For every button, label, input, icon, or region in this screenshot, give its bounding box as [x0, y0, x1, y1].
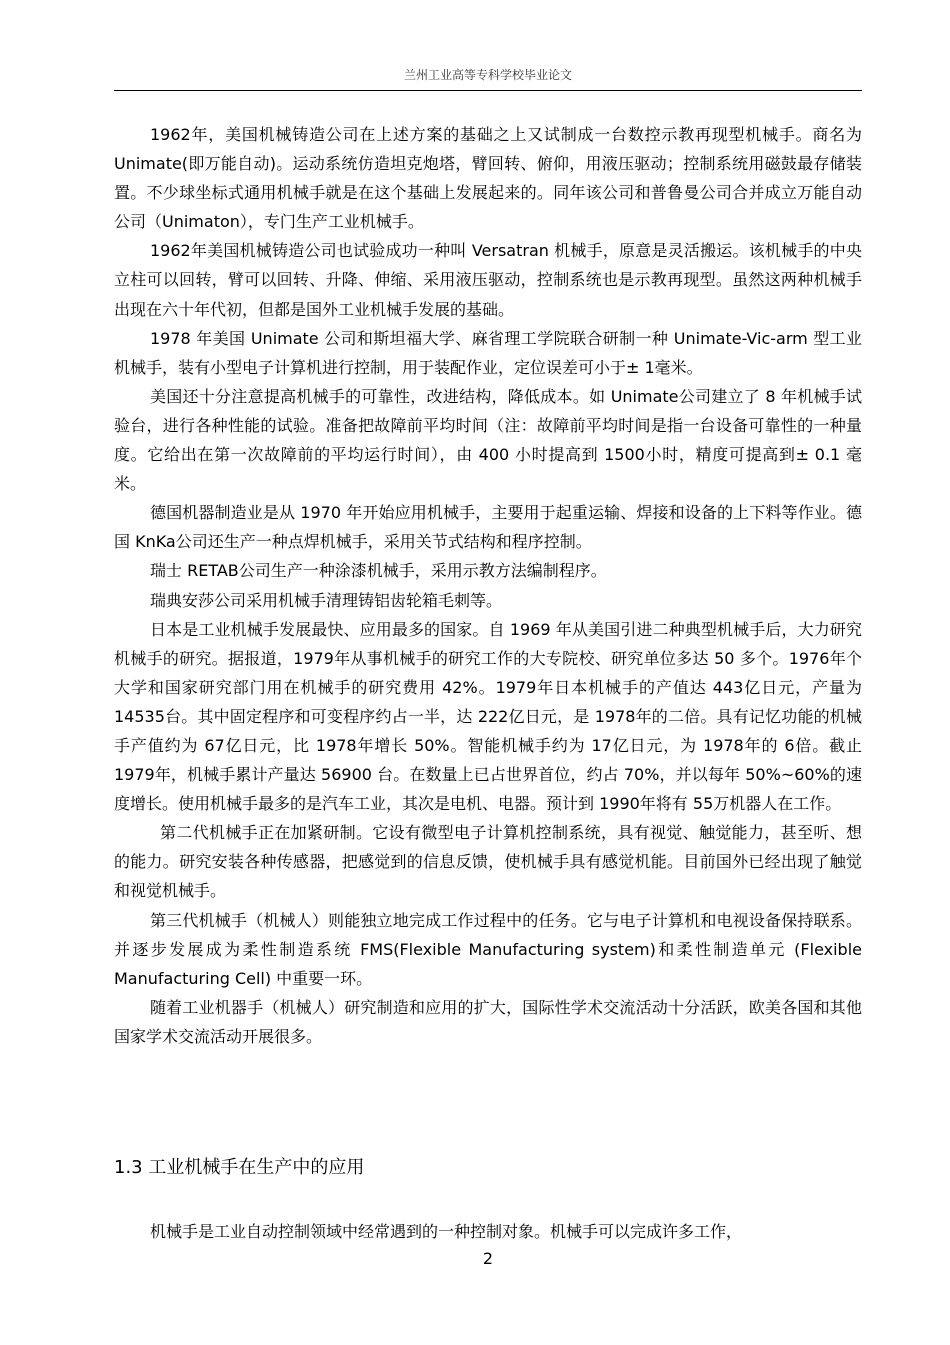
paragraph-sweden: 瑞典安莎公司采用机械手清理铸铝齿轮箱毛刺等。 [150, 590, 503, 610]
paragraph-switzerland: 瑞士 RETAB公司生产一种涂漆机械手，采用示教方法编制程序。 [150, 561, 607, 581]
section-heading: 1.3 工业机械手在生产中的应用 [114, 1157, 365, 1178]
section-first-paragraph: 机械手是工业自动控制领域中经常遇到的一种控制对象。机械手可以完成许多工作， [150, 1222, 743, 1241]
paragraph-unimate-1962: 1962年，美国机械铸造公司在上述方案的基础之上又试制成一台数控示教再现型机械手。商名为 Unimate(即万能自动)。运动系统仿造坦克炮塔，臂回转、俯仰，用液压驱动；控制系统用磁鼓最存储装置。不少球坐标式通用机械手就是在这个基础上发展起来的。同年该公司和普鲁曼公司合并成立万能自动公司（Unimaton），专门生产工业机械手。 [114, 125, 862, 232]
paragraph-reliability: 美国还十分注意提高机械手的可靠性，改进结构，降低成本。如 Unimate公司建立了 8 年机械手试验台，进行各种性能的试验。准备把故障前平均时间（注：故障前平均时间是指一台设备可靠性的一种量度。它给出在第一次故障前的平均运行时间），由 400 小时提高到 1500小时，精度可提高到± 0.1 毫米。 [114, 386, 862, 494]
running-header: 兰州工业高等专科学校毕业论文 [403, 68, 572, 82]
paragraph-unimate-vic-arm: 1978 年美国 Unimate 公司和斯坦福大学、麻省理工学院联合研制一种 Unimate-Vic-arm 型工业机械手，装有小型电子计算机进行控制，用于装配作业，定位误差可小于± 1毫米。 [114, 328, 862, 377]
page-number: 2 [482, 1249, 494, 1268]
paragraph-academic-exchange: 随着工业机器手（机械人）研究制造和应用的扩大，国际性学术交流活动十分活跃，欧美各国和其他国家学术交流活动开展很多。 [114, 997, 862, 1046]
paragraph-germany: 德国机器制造业是从 1970 年开始应用机械手，主要用于起重运输、焊接和设备的上下料等作业。德国 KnKa公司还生产一种点焊机械手，采用关节式结构和程序控制。 [114, 503, 862, 552]
paragraph-versatran: 1962年美国机械铸造公司也试验成功一种叫 Versatran 机械手，原意是灵活搬运。该机械手的中央立柱可以回转，臂可以回转、升降、伸缩、采用液压驱动，控制系统也是示教再现型。虽然这两种机械手出现在六十年代初，但都是国外工业机械手发展的基础。 [114, 241, 862, 319]
header-rule [114, 90, 862, 91]
paragraph-third-generation: 第三代机械手（机械人）则能独立地完成工作过程中的任务。它与电子计算机和电视设备保持联系。并逐步发展成为柔性制造系统 FMS(Flexible Manufacturing system)和柔性制造单元 (Flexible Manufacturing Cell) 中重要一环。 [114, 910, 862, 988]
body-text [114, 120, 862, 1051]
paragraph-japan: 日本是工业机械手发展最快、应用最多的国家。自 1969 年从美国引进二种典型机械手后，大力研究机械手的研究。据报道，1979年从事机械手的研究工作的大专院校、研究单位多达 50 多个。1976年个大学和国家研究部门用在机械手的研究费用 42%。1979年日本机械手的产值达 443亿日元，产量为 14535台。其中固定程序和可变程序约占一半，达 222亿日元，是 1978年的二倍。具有记忆功能的机械手产值约为 67亿日元，比 1978年增长 50%。智能机械手约为 17亿日元，为 1978年的 6倍。截止 1979年，机械手累计产量达 56900 台。在数量上已占世界首位，约占 70%，并以每年 50%~60%的速度增长。使用机械手最多的是汽车工业，其次是电机、电器。预计到 1990年将有 55万机器人在工作。 [114, 619, 862, 814]
paragraph-second-generation: 第二代机械手正在加紧研制。它设有微型电子计算机控制系统，具有视觉、触觉能力，甚至听、想的能力。研究安装各种传感器，把感觉到的信息反馈，使机械手具有感觉机能。目前国外已经出现了触觉和视觉机械手。 [114, 823, 862, 901]
